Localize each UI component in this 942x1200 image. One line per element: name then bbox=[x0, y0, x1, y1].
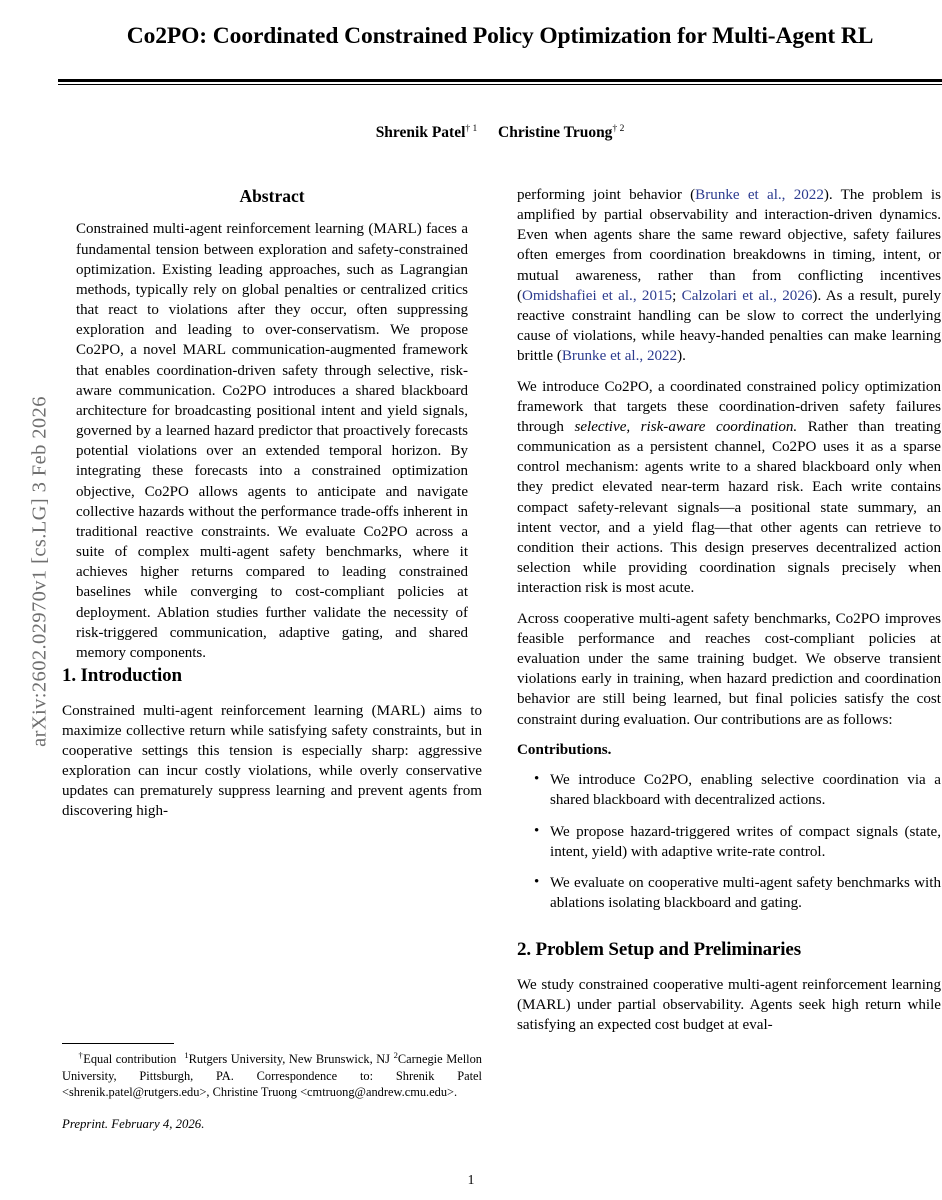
preprint-notice: Preprint. February 4, 2026. bbox=[62, 1117, 205, 1132]
author-entry bbox=[498, 124, 624, 141]
contributions-list bbox=[517, 770, 941, 913]
text-segment: ). bbox=[677, 348, 686, 365]
footnote-aff2-mark: 2 bbox=[393, 1049, 398, 1060]
footnote-dagger-mark: † bbox=[78, 1049, 84, 1060]
author-list bbox=[58, 124, 942, 142]
arxiv-identifier-stamp: arXiv:2602.02970v1 [cs.LG] 3 Feb 2026 bbox=[28, 396, 51, 747]
emphasis-phrase: selective, risk-aware coordination. bbox=[574, 419, 798, 436]
author-name: Christine Truong bbox=[498, 124, 613, 141]
introduction-paragraph: Constrained multi-agent reinforcement learning (MARL) aims to maximize collective return while satisfying safety constraints, but in cooperative settings this tension is especially sharp: aggressive exploration can incur costly violations, while overly conservative updates can prematurely suppress learning and prevent agents from discovering high- bbox=[62, 702, 482, 820]
footnote-aff1-text: Rutgers University, New Brunswick, NJ bbox=[188, 1052, 391, 1067]
contributions-heading: Contributions. bbox=[517, 742, 612, 759]
footnote-equal-text: Equal contribution bbox=[83, 1052, 177, 1067]
author-entry bbox=[376, 124, 478, 141]
footnote-rule bbox=[62, 1043, 174, 1044]
footnote-aff2-text: Carnegie Mellon University, Pittsburgh, PA. Correspondence to: Shrenik Patel <shrenik.patel@rutgers.edu>, Christine Truong <cmtruong@andrew.cmu.edu>. bbox=[62, 1052, 482, 1099]
footnote-aff1-mark: 1 bbox=[184, 1049, 189, 1060]
continuation-paragraph bbox=[517, 185, 941, 366]
list-item: • We introduce Co2PO, enabling selective coordination via a shared blackboard with decentralized actions. bbox=[550, 770, 941, 810]
title-block bbox=[58, 22, 942, 51]
text-segment: We introduce Co2PO, a coordinated constrained policy optimization framework that targets these coordination-driven safety failures through bbox=[517, 378, 941, 436]
citation-link[interactable]: Omidshafiei et al., 2015 bbox=[522, 287, 673, 304]
citation-link[interactable]: Brunke et al., 2022 bbox=[695, 187, 824, 203]
text-segment: Rather than treating communication as a persistent channel, Co2PO uses it as a sparse control mechanism: agents write to a shared blackboard only when they predict elevated near-term hazard risk. Each write contains compact safety-relevant signals—a positional state summary, an intent vector, and a yield flag—that other agents can retrieve to condition their actions. This design preserves decentralized action selection while providing coordination signals precisely when interaction risk is most acute. bbox=[517, 419, 941, 597]
problem-setup-paragraph: We study constrained cooperative multi-agent reinforcement learning (MARL) under partial observability. Agents seek high return while satisfying an expected cost budget at eval- bbox=[517, 976, 941, 1033]
text-segment: ). As a result, purely reactive constraint handling can be slow to correct the underlying cause of violations, while heavy-handed penalties can make learning brittle ( bbox=[517, 287, 941, 365]
section-heading-problem-setup: 2. Problem Setup and Preliminaries bbox=[517, 939, 801, 961]
footnote-text bbox=[62, 1051, 482, 1100]
section-heading-introduction: 1. Introduction bbox=[62, 665, 182, 687]
text-segment: ; bbox=[672, 287, 682, 304]
footnote-block bbox=[62, 1043, 482, 1132]
title-rule-thin bbox=[58, 84, 942, 85]
author-name: Shrenik Patel bbox=[375, 124, 466, 141]
list-item: • We propose hazard-triggered writes of compact signals (state, intent, yield) with adaptive write-rate control. bbox=[550, 822, 941, 862]
list-item: • We evaluate on cooperative multi-agent safety benchmarks with ablations isolating blackboard and gating. bbox=[550, 873, 941, 913]
abstract-body: Constrained multi-agent reinforcement learning (MARL) faces a fundamental tension between exploration and safety-constrained optimization. Existing leading approaches, such as Lagrangian methods, typically rely on global penalties or centralized critics that react to violations after they occur, often suppressing exploration and leading to over-conservatism. We propose Co2PO, a novel MARL communication-augmented framework that enables coordination-driven safety through selective, risk-aware communication. Co2PO introduces a shared blackboard architecture for broadcasting positional intent and yield signals, governed by a learned hazard predictor that proactively forecasts potential violations over an extended temporal horizon. By integrating these forecasts into a constrained optimization objective, Co2PO allows agents to anticipate and navigate collective hazards without the performance trade-offs inherent in traditional reactive constraints. We evaluate Co2PO across a suite of complex multi-agent safety benchmarks, where it achieves higher returns compared to leading constrained baselines while converging to cost-compliant policies at deployment. Ablation studies further validate the necessity of risk-triggered communication, adaptive gating, and shared memory components. bbox=[76, 221, 468, 661]
abstract-heading: Abstract bbox=[239, 186, 305, 206]
right-column bbox=[517, 185, 941, 1035]
results-summary-paragraph: Across cooperative multi-agent safety benchmarks, Co2PO improves feasible performance and reaches cost-compliant policies at evaluation under the same training budget. We observe transient violations early in training, when hazard prediction and coordination behavior are still being learned, but final policies satisfy the cost constraint during evaluation. Our contributions are as follows: bbox=[517, 610, 941, 728]
method-overview-paragraph bbox=[517, 377, 941, 599]
citation-link[interactable]: Brunke et al., 2022 bbox=[561, 348, 678, 365]
text-segment: performing joint behavior ( bbox=[517, 187, 696, 203]
citation-link[interactable]: Calzolari et al., 2026 bbox=[681, 287, 813, 304]
author-marks: † 2 bbox=[612, 123, 625, 134]
text-segment: ). The problem is amplified by partial observability and interaction-driven dynamics. Even when agents share the same reward objective, safety failures often emerges from coordination breakdowns in timing, intent, or mutual awareness, rather than from conflicting incentives ( bbox=[517, 187, 942, 304]
author-marks: † 1 bbox=[465, 123, 478, 134]
left-column bbox=[62, 185, 482, 821]
page-number: 1 bbox=[467, 1172, 475, 1187]
page-title: Co2PO: Coordinated Constrained Policy Optimization for Multi-Agent RL bbox=[126, 23, 874, 49]
title-rule-thick bbox=[58, 79, 942, 82]
